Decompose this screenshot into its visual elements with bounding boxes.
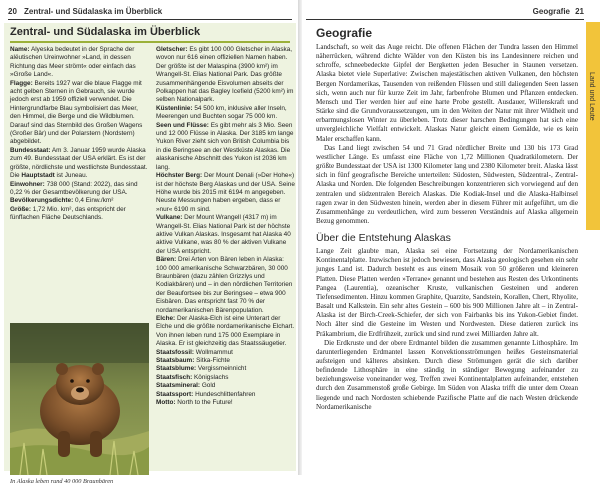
fact-text: Wollmammut xyxy=(194,348,233,356)
fact-label: Name: xyxy=(10,46,30,53)
fact-entry xyxy=(156,399,295,407)
fact-label: Höchster Berg: xyxy=(156,172,203,180)
fact-text: 54 500 km, inklusive aller Inseln, Meerengen und Buchten sogar 75 000 km. xyxy=(156,104,287,121)
fact-label: Staatsmineral: xyxy=(156,382,201,390)
chapter-thumb-tab xyxy=(586,22,600,230)
right-page-header xyxy=(302,0,600,22)
brown-bear-photo xyxy=(10,323,149,475)
fact-entry xyxy=(156,357,295,365)
fact-text: Sitka-Fichte xyxy=(194,357,230,365)
fact-text: Es gibt 100 000 Gletscher in Alaska, wovon nur 616 einen offiziellen Namen haben. Der größte ist der Malaspina (3900 km²) im Wrangell-St. Elias National Park. Das größte zusammenhängende Eisvolumen abseits der Polkappen hat das Bagley Icefield (5200 km²) im selben Nationalpark. xyxy=(156,46,294,104)
fact-text: Der Mount Wrangell (4317 m) im Wrangell-St. Elias National Park ist der höchste aktive Vulkan Alaskas. Insgesamt hat Alaska 40 aktive Vulkane, was 80 % der aktiven Vulkane der USA entspricht. xyxy=(156,214,291,255)
header-rule xyxy=(8,19,292,20)
fact-text: Am 3. Januar 1959 wurde Alaska zum 49. Bundesstaat der USA erklärt. Es ist der größte, nördlichste und westlichste Bundesstaat. Die xyxy=(10,146,148,180)
fact-entry xyxy=(156,374,295,382)
chapter-tab-label: Land und Leute xyxy=(588,72,595,121)
fact-entry xyxy=(156,315,295,349)
fact-entry xyxy=(156,382,295,390)
fact-label: Staatssport: xyxy=(156,390,194,398)
fact-label: Seen und Flüsse: xyxy=(156,121,209,129)
fact-entry xyxy=(156,256,295,315)
left-page-header xyxy=(0,0,300,22)
fact-entry xyxy=(156,365,295,373)
fact-label: Staatsfisch: xyxy=(156,373,193,381)
fact-text: Der Mount Denali (»Der Hohe«) ist der höchste Berg Alaskas und der USA. Seine Höhe wurde bis 2015 mit 6194 m angegeben. Neuste Messungen haben ergeben, dass er »nur« 6190 m sind. xyxy=(156,172,295,213)
fact-label: Einwohner: xyxy=(10,180,45,188)
fact-entry xyxy=(156,46,295,105)
header-rule xyxy=(306,19,584,20)
fact-text: Der Alaska-Elch ist eine Unterart der Elche und die größte nordamerikanische Elchart. Von ihnen leben rund 175 000 Exemplare in Alaska. Er ist gleichzeitig das Staatssäugetier. xyxy=(156,315,295,348)
fact-entry xyxy=(10,181,149,198)
fact-label: Küstenlinie: xyxy=(156,104,193,112)
fact-text: Es gibt mehr als 3 Mio. Seen und 12 000 Flüsse in Alaska. Der 3185 km lange Yukon River zieht sich von British Columbia bis in die Beringsee an der Westküste Alaskas. Die alaskanische Abschnitt des Yukon ist 2036 km lang. xyxy=(156,121,294,171)
fact-text: Alyeska bedeutet in der Sprache der alëutischen Ureinwohner »Land, in dessen Richtung das Meer strömt« oder einfach das »Große Land«. xyxy=(10,46,136,79)
right-running-head: Geografie xyxy=(532,7,570,16)
fact-label: Flagge: xyxy=(10,79,33,87)
fact-text: 0,4 Einw./km² xyxy=(73,197,114,205)
fact-label: Bundesstaat: xyxy=(10,146,51,154)
fact-label: Staatsbaum: xyxy=(156,357,195,365)
fact-entry xyxy=(156,122,295,172)
fact-label: Staatsfossil: xyxy=(156,348,195,356)
facts-column-2 xyxy=(156,46,295,407)
fact-text: Königslachs xyxy=(192,373,229,381)
fact-text: Hundeschlittenfahren xyxy=(193,390,256,398)
paragraph: Lange Zeit glaubte man, Alaska sei eine Fortsetzung der Nordamerikanischen Kontinentalplatte. Inzwischen ist jedoch bewiesen, dass Alaska geologisch gesehen ein sehr junges Land ist. Dadurch besteht es aus einem Mosaik von 50 größeren und kleineren Platten. Diese Platten werden »Terrane« genannt und bestehen aus Resten des Urkontinents Pangea (Laurentia), ozeanischer Kruste, vulkanischen Gesteinen und anderen Tiefensedimenten. Hinzu kommen Graphite, Quarzite, Sandstein, Korallen, Chert, Rhyolite, Basalt und Kalkstein. Ein sehr altes Gestein – 600 bis 900 Millionen Jahre alt – in Zentral-Alaska ist der Birch-Creek-Schiefer, der sich von Fairbanks bis ins Yukon-Gebiet findet. Noch älter sind die Gesteine im Westen und Nordwesten. Diese datieren zurück ins Präkambrium, die Erdfrühzeit, zurück und sind rund zwei Milliarden Jahre alt. xyxy=(316,247,578,338)
info-box-title: Zentral- und Südalaska im Überblick xyxy=(10,26,201,38)
fact-text: Vergissmeinnicht xyxy=(196,365,247,373)
fact-entry xyxy=(10,206,149,223)
fact-label: Staatsblume: xyxy=(156,365,197,373)
subsection-heading-entstehung: Über die Entstehung Alaskas xyxy=(316,232,451,245)
section-heading-geografie: Geografie xyxy=(316,26,373,40)
fact-text: 1,72 Mio. km², das entspricht der fünffachen Fläche Deutschlands. xyxy=(10,205,126,222)
fact-label: Elche: xyxy=(156,315,176,322)
fact-entry xyxy=(156,349,295,357)
fact-text: Drei Arten von Bären leben in Alaska: 100 000 amerikanische Schwarzbären, 30 000 Braunbären (dazu zählen Grizzlys und Kodiakbären) und – in den nördlichen Territorien der Beaufortsee bis zur Beringsee – etwa 900 Eisbären. Das entspricht fast 70 % der nordamerikanischen Bärenpopulation. xyxy=(156,256,293,314)
fact-entry xyxy=(10,197,149,205)
fact-text: 738 000 (Stand: 2022), das sind 0,22 % der Gesamtbevölkerung der USA. xyxy=(10,180,138,196)
right-page xyxy=(302,0,600,475)
fact-label: Gletscher: xyxy=(156,46,188,53)
paragraph: Die Erdkruste und der obere Erdmantel bilden die zusammen genannte Lithosphäre. Im darunterliegenden Erdmantel lassen Konvektionsströmungen heißes Gesteinsmaterial aufsteigen und kälteres absinken. Durch diese Strömungen gerät die sich darüber befindende Lithosphäre in eine ständig in ständiger Bewegung aufeinander zu beziehungsweise voneinander weg. Treffen zwei Kontinentalplatten aufeinander, entstehen durch den Zusammenstoß große Gebirge. Im Süden von Alaska trifft die unter dem Ozean liegende und nach Nordosten schiebende Pazifische Platte auf die nach Westen drückende Nordamerikanische xyxy=(316,338,578,411)
fact-entry xyxy=(156,172,295,214)
right-page-body xyxy=(316,26,578,412)
fact-entry xyxy=(10,46,149,80)
paragraph: Landschaft, so weit das Auge reicht. Die offenen Flächen der Tundra lassen den Himmel näherrücken, während dichte Wälder von den Küsten bis ins Landesinnere reichen und schroffe, schneebedeckte Gipfel der Bergketten jeden Besucher in Staunen versetzen. Alaska bietet viele Superlative: Zwischen majestätischen aktiven Vulkanen, den höchsten Bergen Nordamerikas, Tausenden von reißenden Flüssen und still daliegenden Seen lassen sich, wenn auch nur für kurze Zeit im Jahr, farbenfrohe Blumen und Pflanzen entdecken. Mensch und Tier werden hier auf eine harte Probe gestellt. Ausdauer, Willenskraft und Stärke sind die Grundvoraussetzungen, um in den Weiten der Natur mit ihrer Wildheit und erbarmungslosen Winter zu überleben. Trotz dieser harschen Bedingungen hat sich eine unvergleichliche Vielfalt entwickelt. Alaskas Natur gleicht einem Gemälde, wie es kein Maler erschaffen kann. xyxy=(316,43,578,143)
fact-entry xyxy=(156,214,295,256)
fact-text: Bereits 1927 war die blaue Flagge mit acht gelben Sternen in Gebrauch, sie wurde jedoch erst ab 1959 offiziell verwendet. Die Hintergrundfarbe Blau symbolisiert das Meer, den Himmel, die Berge und die Wildblumen. Darauf sind das Sternbild des Großen Wagens (Großer Bär) und der Polarstern (Nordstern) abgebildet. xyxy=(10,79,143,146)
fact-label: Größe: xyxy=(10,205,31,213)
fact-entry xyxy=(156,105,295,122)
bear-illustration xyxy=(10,323,149,475)
fact-label: Motto: xyxy=(156,399,176,407)
fact-entry xyxy=(10,80,149,147)
fact-label: Bären: xyxy=(156,256,177,264)
fact-label: Bevölkerungsdichte: xyxy=(10,197,74,205)
left-page-number: 20 xyxy=(8,7,17,16)
left-running-head: Zentral- und Südalaska im Überblick xyxy=(24,7,163,16)
fact-text: North to the Future! xyxy=(175,399,233,407)
fact-entry xyxy=(156,391,295,399)
fact-entry xyxy=(10,147,149,181)
info-box-rule xyxy=(10,41,290,43)
right-page-number: 21 xyxy=(575,7,584,16)
fact-text: Gold xyxy=(200,382,216,390)
paragraph: Das Land liegt zwischen 54 und 71 Grad nördlicher Breite und 130 bis 173 Grad westlicher Länge. Es umfasst eine Fläche von 1,72 Millionen Quadratkilometern. Der größte Bundesstaat der USA ist 1300 Kilometer lang und 2380 Kilometer breit. Alaska lässt sich in fünf geografische Bereiche unterteilen: Südosten, Südwesten, Südzentral-, Zentral-Alaska und Norden. Die folgenden Beschreibungen konzentrieren sich vorwiegend auf den zentralen und südzentralen Bereich Alaskas. Die Kodiak-Insel und die Alaska-Halbinsel ragen zwar in den Südwesten hinein, werden aber in diesem Führer mit aufgeführt, um die Zusammenhänge zu verdeutlichen, wird zum besseren Verständnis auf Alaska allgemein Bezug genommen. xyxy=(316,143,578,225)
fact-label: Vulkane: xyxy=(156,214,183,222)
fact-text: ist Juneau. xyxy=(54,172,88,180)
overview-info-box xyxy=(4,23,296,485)
fact-label: Hauptstadt xyxy=(21,172,55,180)
facts-column-1 xyxy=(10,46,149,223)
photo-caption: In Alaska leben rund 40 000 Braunbären xyxy=(10,478,114,485)
